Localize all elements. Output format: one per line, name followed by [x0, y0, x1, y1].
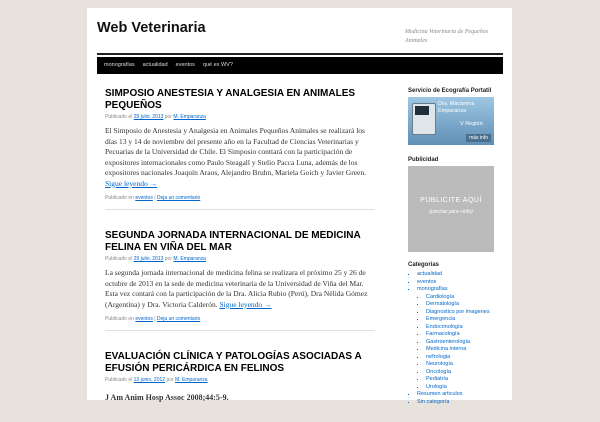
- meta-prefix: Publicado el: [105, 256, 133, 262]
- author-link[interactable]: M. Emparanza: [173, 256, 206, 262]
- eco-doctor: Dra. Macarena Emparanza: [438, 101, 475, 114]
- post-excerpt: [105, 268, 375, 310]
- meta-prefix: Publicado el: [105, 377, 133, 383]
- post-utility: Publicado en eventos | Deja un comentario: [105, 195, 201, 201]
- sidebar: [408, 88, 508, 406]
- post-excerpt: [105, 126, 375, 189]
- post-date-link[interactable]: 29 julio, 2013: [133, 256, 164, 262]
- category-item[interactable]: ▪ Resumen articulos: [417, 391, 508, 399]
- category-item[interactable]: ▪ eventos: [417, 279, 508, 287]
- subcategory-item[interactable]: ▪ Neurología: [426, 361, 508, 369]
- eco-region: V Región: [460, 121, 483, 127]
- post-title[interactable]: SIMPOSIO ANESTESIA Y ANALGESIA EN ANIMALES PEQUEÑOS: [105, 88, 356, 111]
- site-title[interactable]: Web Veterinaria: [97, 20, 206, 36]
- meta-by: por: [166, 377, 174, 383]
- category-link[interactable]: eventos: [135, 195, 153, 201]
- subcategory-item[interactable]: ▪ Medicina interna: [426, 346, 508, 354]
- post-article: [105, 230, 375, 331]
- citation-text: J Am Anim Hosp Assoc 2008;44:5-9.: [105, 393, 229, 402]
- subcategory-item[interactable]: ▪ Cardiología: [426, 294, 508, 302]
- post-title[interactable]: EVALUACIÓN CLÍNICA Y PATOLOGÍAS ASOCIADAS A EFUSIÓN PERICÁRDICA EN FELINOS: [105, 351, 362, 374]
- subcategory-item[interactable]: ▪ Urología: [426, 384, 508, 392]
- subcategory-item[interactable]: ▪ Endocrinología: [426, 324, 508, 332]
- category-prefix: Publicado en: [105, 316, 134, 322]
- nav-eventos[interactable]: eventos: [175, 62, 195, 68]
- nav-actualidad[interactable]: actualidad: [142, 62, 168, 68]
- post-divider: [105, 330, 375, 331]
- subcategory-item[interactable]: ▪ Emergencia: [426, 316, 508, 324]
- subcategory-item[interactable]: ▪ Oncología: [426, 369, 508, 377]
- comment-link[interactable]: Deja un comentario: [156, 195, 201, 201]
- author-link[interactable]: M. Emparanza: [175, 377, 208, 383]
- header-divider: [97, 53, 503, 55]
- page-wrapper: [87, 8, 512, 405]
- meta-prefix: Publicado el: [105, 114, 133, 120]
- ad-widget-title: Publicidad: [408, 157, 439, 163]
- subcategories-list: [417, 294, 508, 392]
- categories-list: [408, 271, 508, 406]
- main-content: [105, 88, 375, 422]
- excerpt-text: La segunda jornada internacional de medicina felina se realizara el próximo 25 y 26 de octubre de 2013 en la sede de medicina veterinaria de la Universidad de Viña del Mar. Esta vez contará con la participación de la Dra. Alicia Rubio (Perú), Dra Nélida Gómez (Argentina) y Dra. Victoria Calderón.: [105, 268, 368, 309]
- nav-monografias[interactable]: monografías: [104, 62, 135, 68]
- ad-subline: (pinchar para +info): [429, 209, 473, 215]
- subcategory-item[interactable]: ▪ Pediatría: [426, 376, 508, 384]
- subcategory-item[interactable]: ▪ Farmacología: [426, 331, 508, 339]
- site-header: [87, 8, 512, 52]
- categories-widget: [408, 262, 508, 406]
- comment-link[interactable]: Deja un comentario: [156, 316, 201, 322]
- post-date-link[interactable]: 13 junio, 2012: [133, 377, 166, 383]
- post-meta: [105, 114, 375, 120]
- read-more-link[interactable]: Sigue leyendo →: [105, 178, 158, 188]
- category-item[interactable]: ▪ Sin categoría: [417, 399, 508, 407]
- meta-by: por: [164, 114, 173, 120]
- subcategory-item[interactable]: ▪ nefrologia: [426, 354, 508, 362]
- post-title[interactable]: SEGUNDA JORNADA INTERNACIONAL DE MEDICINA FELINA EN VIÑA DEL MAR: [105, 230, 361, 253]
- ultrasound-screen-icon: [415, 106, 429, 115]
- ad-banner[interactable]: [408, 166, 494, 252]
- eco-info-button[interactable]: más info: [466, 134, 491, 142]
- read-more-link[interactable]: Sigue leyendo →: [219, 299, 272, 309]
- post-divider: [105, 209, 375, 210]
- category-item[interactable]: [417, 286, 508, 391]
- post-meta: [105, 377, 375, 383]
- ecography-banner[interactable]: [408, 97, 494, 145]
- post-article: [105, 88, 375, 210]
- post-meta: [105, 256, 375, 262]
- nav-que-es-wv[interactable]: qué es WV?: [202, 62, 233, 68]
- eco-widget-title: Servicio de Ecografía Portatil: [408, 88, 492, 94]
- category-label[interactable]: monografías: [417, 286, 448, 292]
- subcategory-item[interactable]: ▪ Dermatología: [426, 301, 508, 309]
- subcategory-item[interactable]: ▪ Gastroenterología: [426, 339, 508, 347]
- main-nav: [97, 57, 503, 74]
- site-description: Medicina Veterinaria de Pequeños Animales: [405, 29, 489, 44]
- author-link[interactable]: M. Emparanza: [173, 114, 206, 120]
- categories-title: Categorias: [408, 262, 440, 268]
- meta-by: por: [164, 256, 173, 262]
- ad-headline: PUBLICITE AQUÍ: [420, 197, 482, 204]
- post-article: [105, 351, 375, 402]
- excerpt-text: El Simposio de Anestesia y Analgesia en Animales Pequeños Animales se realizará los días 13 y 14 de noviembre del presente año en la Facultad de Ciencias Veterinarias y Pecuarias de la Universidad de Chile. El Simposio conttará con la participación de expositores internacionales como Paulo Steagall y Stelio Pacca Luna, además de los expositores nacionales Joaquín Araos, Alejandro Bruhn, Mariela Goich y Javier Green.: [105, 126, 366, 177]
- post-utility: Publicado en eventos | Deja un comentario: [105, 316, 201, 322]
- subcategory-item[interactable]: ▪ Diagnostico por imagenes: [426, 309, 508, 317]
- category-link[interactable]: eventos: [135, 316, 153, 322]
- category-prefix: Publicado en: [105, 195, 134, 201]
- category-item[interactable]: ▪ actualidad: [417, 271, 508, 279]
- post-date-link[interactable]: 29 julio, 2013: [133, 114, 164, 120]
